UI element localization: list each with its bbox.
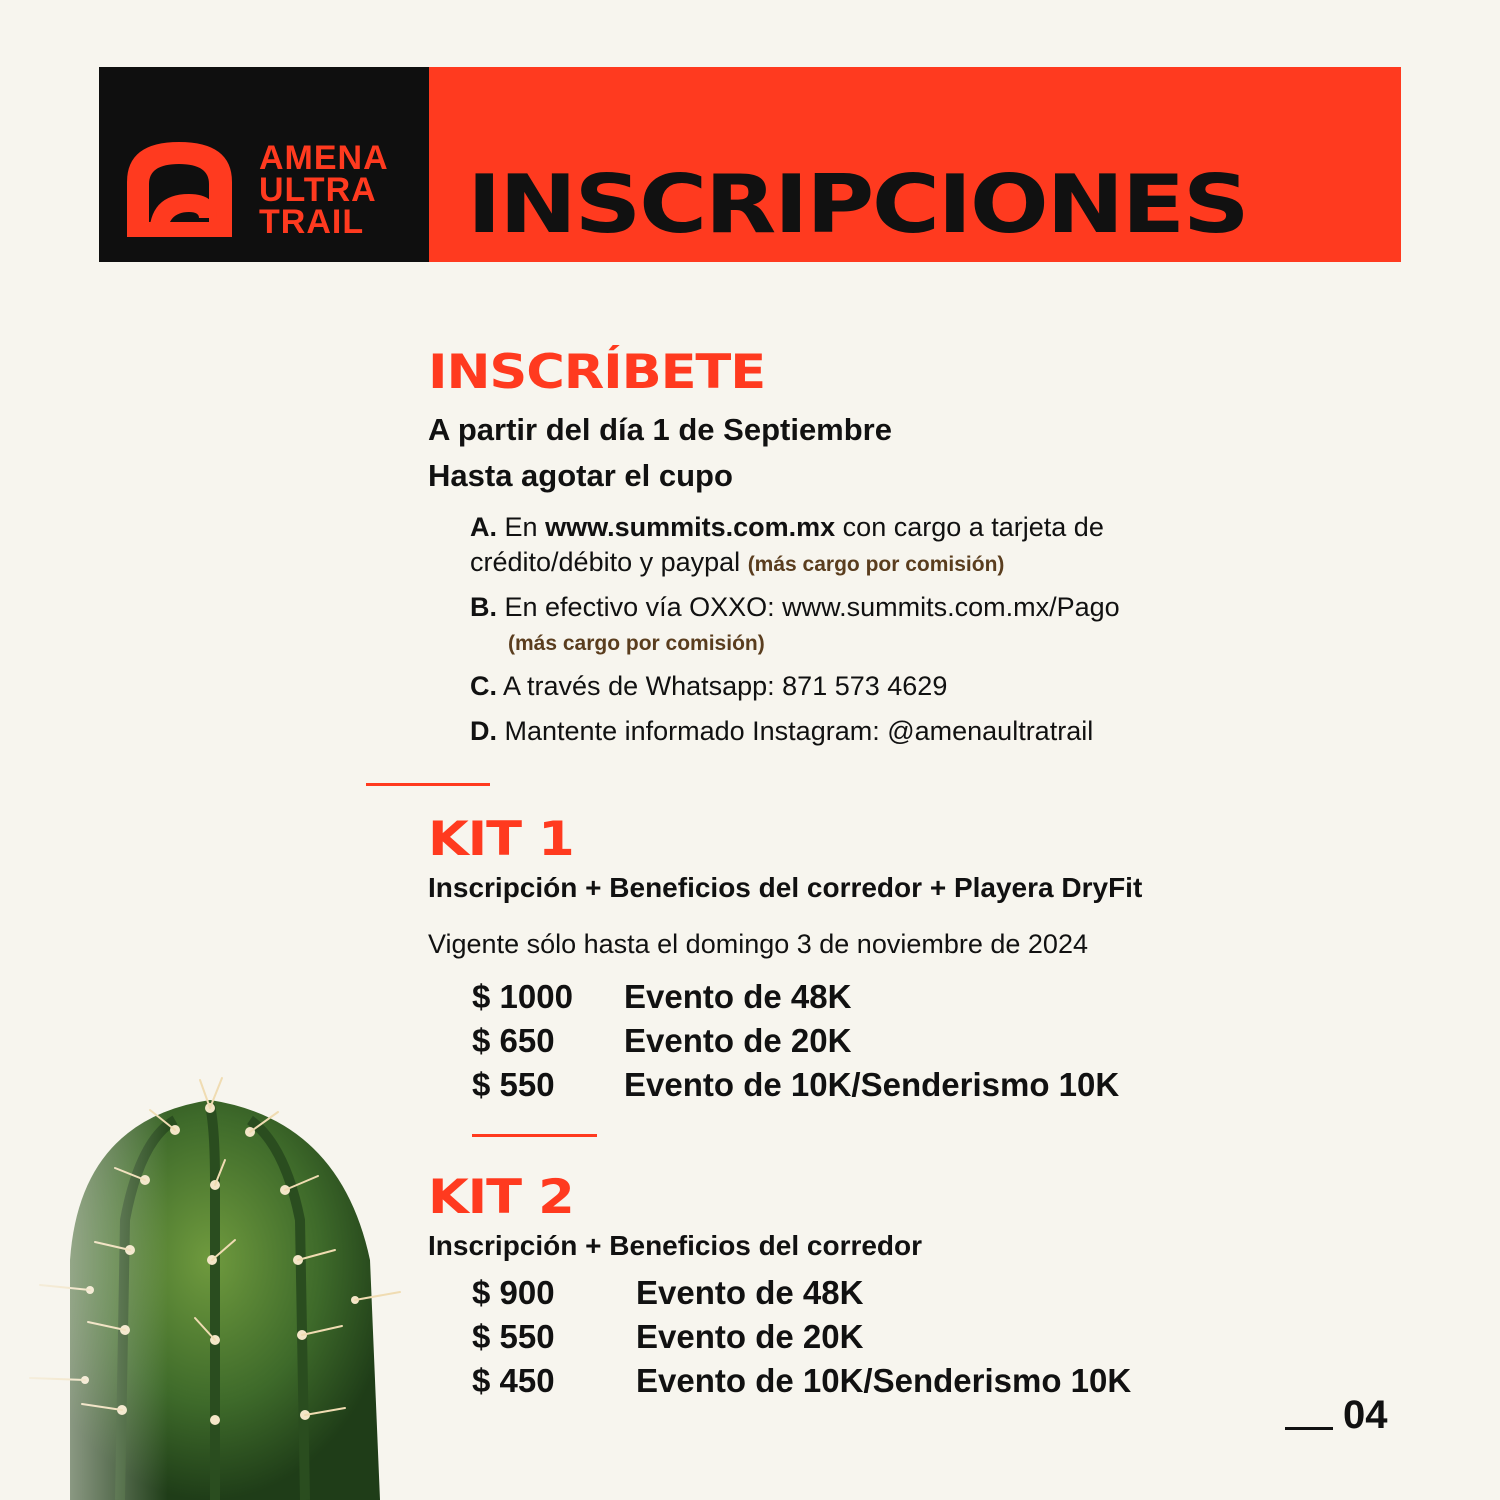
brand-line: TRAIL	[259, 203, 365, 241]
price-amount: $ 650	[472, 1022, 555, 1059]
amena-logo-icon	[127, 142, 232, 237]
oxxo-payment-text[interactable]: En efectivo vía OXXO: www.summits.com.mx/Pago	[504, 592, 1120, 622]
availability-text: Hasta agotar el cupo	[428, 458, 733, 493]
option-c	[470, 671, 947, 702]
brand-wordmark	[259, 139, 389, 241]
option-letter: A.	[470, 512, 497, 542]
whatsapp-text[interactable]: A través de Whatsapp: 871 573 4629	[503, 671, 948, 701]
kit1-dryfit: Playera DryFit	[953, 872, 1143, 903]
header-logo-panel	[99, 67, 429, 262]
inscribete-title: INSCRÍBETE	[428, 345, 766, 400]
kit1-desc-text: Inscripción + Beneficios del corredor +	[428, 872, 947, 903]
brand-line: ULTRA	[259, 171, 377, 209]
price-event: Evento de 20K	[624, 1022, 852, 1059]
option-a	[470, 512, 1104, 543]
commission-note: (más cargo por comisión)	[508, 632, 765, 655]
option-a-pre: En	[504, 512, 538, 542]
start-date-text: A partir del día 1 de Septiembre	[428, 412, 892, 447]
payment-methods-text: crédito/débito y paypal	[470, 547, 741, 577]
cactus-illustration	[0, 1060, 480, 1500]
price-amount: $ 550	[472, 1318, 555, 1355]
option-letter: C.	[470, 671, 497, 701]
section-divider	[472, 1134, 597, 1137]
option-letter: B.	[470, 592, 497, 622]
price-amount: $ 450	[472, 1362, 555, 1399]
price-amount: $ 550	[472, 1066, 555, 1103]
price-event: Evento de 48K	[624, 978, 852, 1015]
kit2-description: Inscripción + Beneficios del corredor	[428, 1230, 923, 1261]
price-event: Evento de 10K/Senderismo 10K	[624, 1066, 1120, 1103]
kit1-validity: Vigente sólo hasta el domingo 3 de noviembre de 2024	[428, 929, 1088, 959]
instagram-text[interactable]: Mantente informado Instagram: @amenaultratrail	[504, 716, 1094, 746]
option-b	[470, 592, 1120, 623]
option-d	[470, 716, 1093, 747]
kit2-title: KIT 2	[428, 1170, 574, 1225]
price-event: Evento de 48K	[636, 1274, 864, 1311]
option-letter: D.	[470, 716, 497, 746]
page-number-dash	[1285, 1427, 1333, 1430]
page-number-text: 04	[1343, 1393, 1388, 1437]
page-title: INSCRIPCIONES	[467, 158, 1248, 251]
kit1-title: KIT 1	[428, 812, 574, 867]
commission-note: (más cargo por comisión)	[747, 553, 1005, 576]
summits-link[interactable]: www.summits.com.mx	[545, 512, 836, 542]
option-a-line2	[470, 547, 1004, 578]
section-divider	[366, 783, 490, 786]
kit1-description	[428, 872, 1142, 904]
option-a-post: con cargo a tarjeta de	[842, 512, 1104, 542]
brand-line: AMENA	[259, 139, 389, 177]
header-title-panel	[429, 67, 1401, 262]
price-event: Evento de 10K/Senderismo 10K	[636, 1362, 1132, 1399]
price-amount: $ 1000	[472, 978, 573, 1015]
price-event: Evento de 20K	[636, 1318, 864, 1355]
price-amount: $ 900	[472, 1274, 555, 1311]
